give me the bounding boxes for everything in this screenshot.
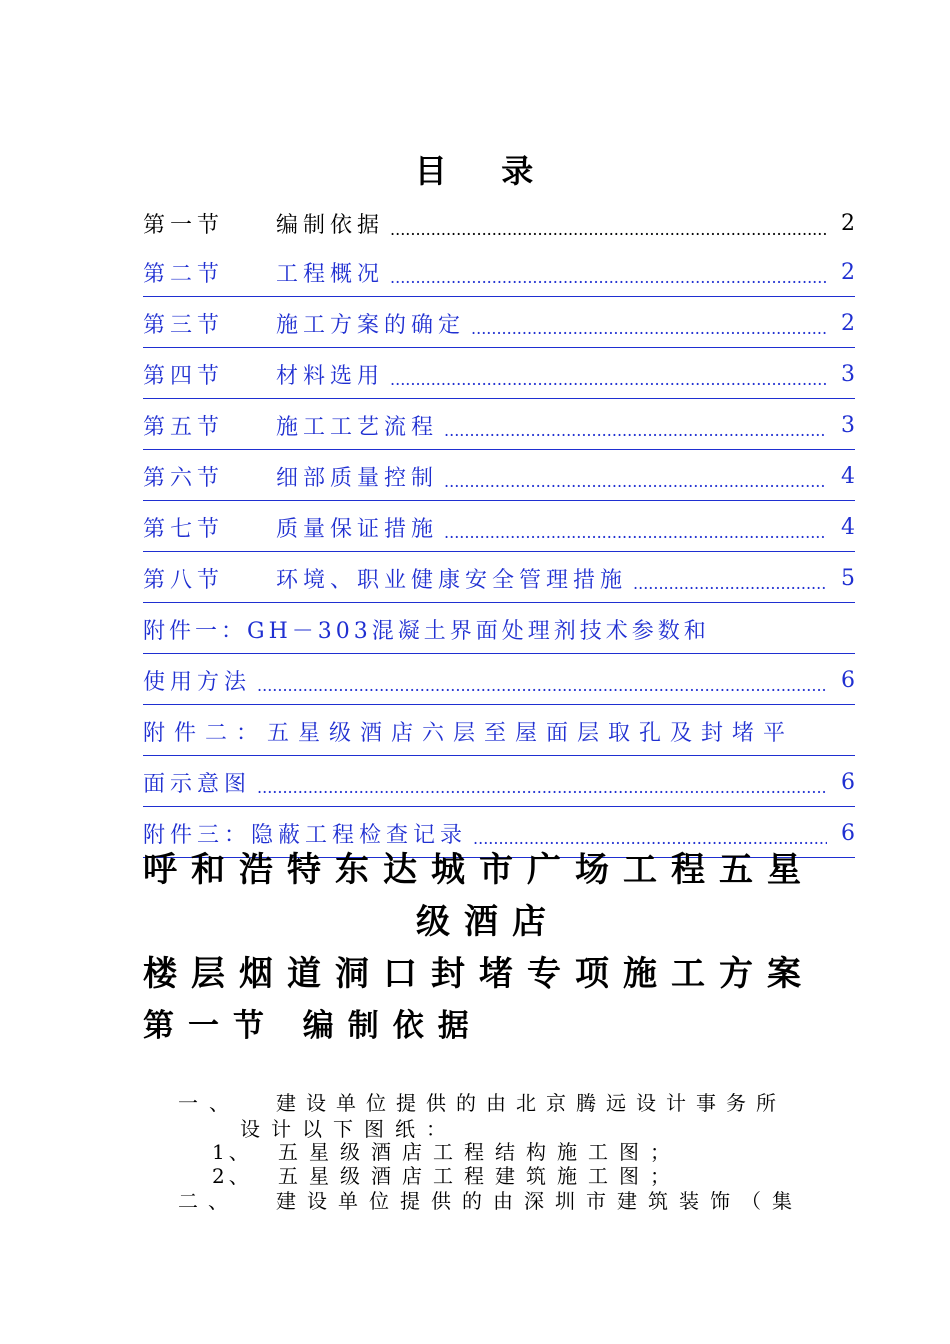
toc-entry-number: 第六节 — [143, 465, 225, 491]
para2-line1: 建设单位提供的由深圳市建筑装饰（集 — [276, 1189, 803, 1213]
toc-entry-page: 5 — [841, 565, 855, 591]
toc-appendix-1-line1[interactable] — [143, 605, 855, 654]
toc-entry-page: 3 — [841, 361, 855, 387]
toc-entry-number: 第五节 — [143, 414, 225, 440]
item1-text: 五星级酒店工程结构施工图； — [278, 1140, 681, 1164]
doc-title-line3: 楼层烟道洞口封堵专项施工方案 — [143, 954, 815, 994]
para2-prefix: 二、 — [178, 1189, 238, 1213]
toc-leader-dots — [444, 421, 827, 449]
toc-entry-2[interactable] — [143, 248, 855, 297]
toc-entry-title: 工程概况 — [276, 261, 385, 287]
toc-entry-5[interactable] — [143, 401, 855, 450]
toc-leader-dots — [444, 472, 827, 500]
toc-appendix-title: 附件三：隐蔽工程检查记录 — [143, 822, 468, 848]
toc-entry-4[interactable] — [143, 350, 855, 399]
table-of-contents — [143, 198, 855, 860]
para1-line2: 设计以下图纸： — [240, 1117, 457, 1141]
toc-appendix-2-line2[interactable] — [143, 758, 855, 807]
toc-appendix-title-cont: 面示意图 — [143, 771, 252, 797]
toc-entry-page: 4 — [841, 463, 855, 489]
toc-entry-page: 6 — [841, 667, 855, 693]
toc-leader-dots — [390, 220, 827, 248]
toc-appendix-2-line1[interactable] — [143, 707, 855, 756]
doc-title-line2: 级酒店 — [416, 902, 560, 942]
item2-prefix: 2、 — [212, 1164, 253, 1188]
doc-title-line1: 呼和浩特东达城市广场工程五星 — [143, 850, 815, 890]
toc-entry-title: 编制依据 — [276, 212, 385, 238]
toc-entry-8[interactable] — [143, 554, 855, 603]
toc-entry-number: 第二节 — [143, 261, 225, 287]
toc-entry-title: 细部质量控制 — [276, 465, 439, 491]
toc-entry-title: 施工工艺流程 — [276, 414, 439, 440]
toc-entry-page: 4 — [841, 514, 855, 540]
para1-line1: 建设单位提供的由北京腾远设计事务所 — [276, 1091, 786, 1115]
toc-entry-title: 质量保证措施 — [276, 516, 439, 542]
toc-entry-number: 第七节 — [143, 516, 225, 542]
toc-entry-title: 环境、职业健康安全管理措施 — [276, 567, 628, 593]
toc-entry-page: 6 — [841, 820, 855, 846]
toc-leader-dots — [257, 778, 827, 806]
toc-entry-number: 第四节 — [143, 363, 225, 389]
item1-prefix: 1、 — [212, 1140, 253, 1164]
toc-appendix-title-cont: 使用方法 — [143, 669, 252, 695]
toc-entry-page: 3 — [841, 412, 855, 438]
toc-leader-dots — [471, 319, 827, 347]
toc-entry-page: 2 — [841, 210, 855, 236]
toc-entry-page: 2 — [841, 310, 855, 336]
para1-prefix: 一、 — [178, 1091, 240, 1115]
toc-leader-dots — [633, 574, 827, 602]
toc-title: 目 录 — [414, 152, 536, 190]
toc-entry-number: 第八节 — [143, 567, 225, 593]
toc-appendix-title: 附件二：五星级酒店六层至屋面层取孔及封堵平 — [143, 720, 795, 746]
toc-appendix-1-line2[interactable] — [143, 656, 855, 705]
toc-leader-dots — [257, 676, 827, 704]
toc-appendix-title: 附件一：GH－303混凝土界面处理剂技术参数和 — [143, 618, 710, 644]
toc-entry-3[interactable] — [143, 299, 855, 348]
toc-leader-dots — [444, 523, 827, 551]
toc-entry-1[interactable] — [143, 198, 855, 248]
toc-leader-dots — [390, 370, 827, 398]
toc-entry-page: 2 — [841, 259, 855, 285]
toc-entry-7[interactable] — [143, 503, 855, 552]
section-heading: 第一节 编制依据 — [143, 1008, 483, 1044]
toc-entry-title: 材料选用 — [276, 363, 385, 389]
toc-entry-number: 第三节 — [143, 312, 225, 338]
item2-text: 五星级酒店工程建筑施工图； — [278, 1164, 681, 1188]
toc-entry-page: 6 — [841, 769, 855, 795]
toc-leader-dots — [390, 268, 827, 296]
toc-entry-number: 第一节 — [143, 212, 225, 238]
toc-entry-title: 施工方案的确定 — [276, 312, 466, 338]
toc-entry-6[interactable] — [143, 452, 855, 501]
